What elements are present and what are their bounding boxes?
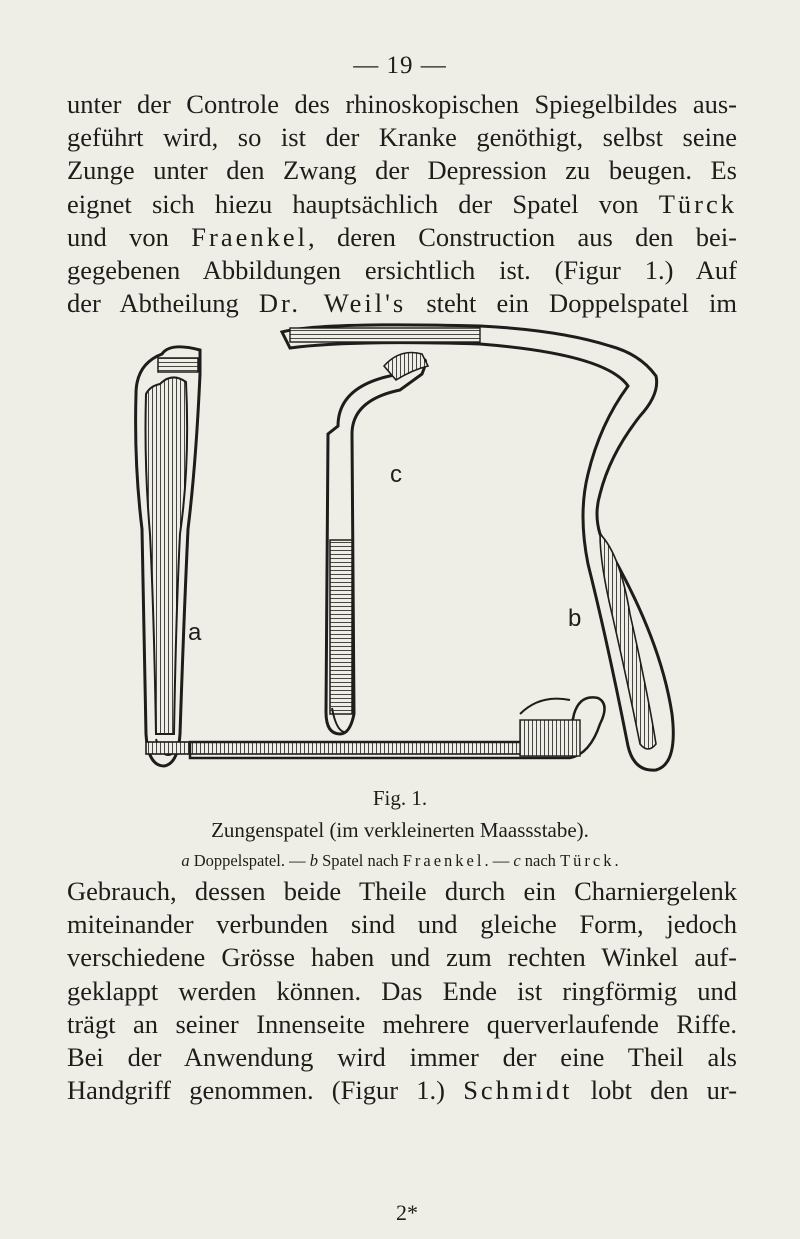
name-fraenkel: Fraenkel [191, 221, 308, 252]
paragraph-bottom [67, 875, 737, 1107]
legend-text-b: Spatel nach [322, 851, 399, 870]
legend-text-a: Doppelspatel. — [193, 851, 306, 870]
legend-name-tuerck: Türck [560, 851, 615, 870]
text-segment: und von [67, 221, 169, 252]
text-line: miteinander verbunden sind und gleiche Form, jedoch [67, 909, 737, 940]
label-b: b [568, 605, 582, 632]
text-line [67, 1074, 737, 1107]
figure-legend [0, 851, 800, 871]
text-segment: Handgriff genommen. (Figur 1.) [67, 1075, 445, 1106]
text-line: Bei der Anwendung wird immer der eine Theil als [67, 1042, 737, 1073]
paragraph-top [67, 88, 737, 320]
figure-label: Fig. 1. [372, 786, 428, 810]
spatula-illustration [100, 314, 720, 784]
legend-end: . [614, 851, 619, 870]
text-line: Zunge unter den Zwang der Depression zu beugen. Es [67, 155, 737, 186]
label-c: c [390, 461, 402, 488]
name-schmidt: Schmidt [463, 1075, 573, 1106]
text-line: gegebenen Abbildungen ersichtlich ist. (Figur 1.) Auf [67, 255, 737, 286]
legend-text-c: nach [524, 851, 556, 870]
text-segment: , deren Construction aus den bei- [307, 221, 738, 252]
text-line [67, 221, 737, 254]
figure-caption: Zungenspatel (im verkleinerten Maassstabe). [211, 818, 589, 842]
text-line: geführt wird, so ist der Kranke genöthigt, selbst seine [67, 122, 737, 153]
legend-key-a: a [181, 851, 190, 870]
figure-tongue-spatulas [100, 314, 720, 784]
legend-key-c: c [513, 851, 521, 870]
name-weil: Dr. Weil's [258, 288, 407, 319]
text-line: geklappt werden können. Das Ende ist ringförmig und [67, 975, 737, 1006]
text-line: unter der Controle des rhinoskopischen Spiegelbildes aus- [67, 89, 737, 119]
legend-name-fraenkel: Fraenkel [402, 851, 485, 870]
text-segment: eignet sich hiezu hauptsächlich der Spatel von [67, 188, 639, 219]
text-line: verschiedene Grösse haben und zum rechten Winkel auf- [67, 942, 737, 973]
legend-separator: . — [484, 851, 510, 870]
text-segment: lobt den ur- [590, 1075, 738, 1106]
spatula-c [326, 353, 428, 735]
name-tuerck: Türck [658, 188, 737, 219]
text-line: trägt an seiner Innenseite mehrere querverlaufende Riffe. [67, 1008, 737, 1039]
label-a: a [188, 619, 202, 646]
text-line: Gebrauch, dessen beide Theile durch ein Charniergelenk [67, 876, 737, 906]
signature-mark: 2* [396, 1200, 418, 1225]
text-line [67, 188, 737, 221]
page-number: — 19 — [353, 52, 447, 79]
text-segment: steht ein Doppelspatel im [426, 288, 738, 319]
legend-key-b: b [309, 851, 318, 870]
text-segment: der Abtheilung [67, 288, 239, 319]
